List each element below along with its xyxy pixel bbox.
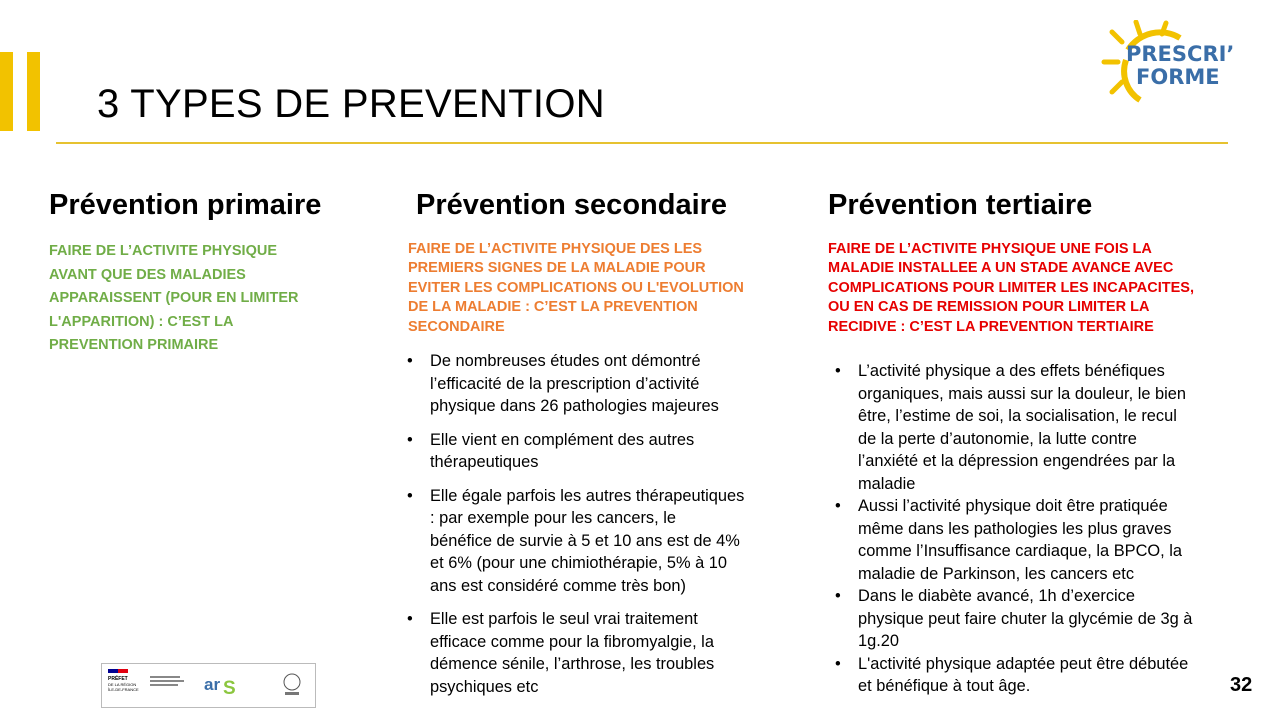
svg-text:S: S bbox=[223, 678, 236, 699]
subtitle-line: APPARAISSENT (POUR EN LIMITER bbox=[49, 290, 299, 306]
slide-title: 3 TYPES DE PREVENTION bbox=[97, 82, 605, 126]
bullet-line: thérapeutiques bbox=[430, 453, 539, 471]
subtitle-line: COMPLICATIONS POUR LIMITER LES INCAPACITES, bbox=[828, 279, 1194, 296]
bullet-line: • L’activité physique a des effets bénéfiques bbox=[858, 362, 1165, 380]
subtitle-line: MALADIE INSTALLEE A UN STADE AVANCE AVEC bbox=[828, 260, 1174, 277]
subtitle-line: AVANT QUE DES MALADIES bbox=[49, 266, 246, 283]
bullet-line: maladie de Parkinson, les cancers etc bbox=[858, 564, 1135, 583]
subtitle-line: RECIDIVE : C’EST LA PREVENTION TERTIAIRE bbox=[828, 318, 1154, 335]
list-item bbox=[406, 429, 806, 474]
bullet-line: bénéfice de survie à 5 et 10 ans est de 4% bbox=[430, 531, 740, 550]
list-item bbox=[406, 485, 806, 598]
page-number: 32 bbox=[1230, 674, 1253, 696]
tertiary-bullet-list bbox=[834, 360, 1254, 698]
secondary-bullet-list bbox=[406, 350, 806, 709]
logo-line-1: PRESCRI’ bbox=[1126, 42, 1235, 66]
bullet-line: 1g.20 bbox=[858, 632, 900, 650]
subtitle-line: L'APPARITION) : C’EST LA bbox=[49, 313, 234, 330]
svg-text:PRÉFET: PRÉFET bbox=[108, 676, 128, 682]
bullet-line: • Elle égale parfois les autres thérapeutiques bbox=[430, 486, 745, 505]
bullet-line: démence sénile, l’arthrose, les troubles bbox=[430, 655, 715, 673]
accent-bar-left bbox=[0, 52, 13, 131]
list-item bbox=[406, 608, 806, 698]
subtitle-line: PREMIERS SIGNES DE LA MALADIE POUR bbox=[408, 260, 706, 277]
bullet-line: physique dans 26 pathologies majeures bbox=[430, 397, 719, 415]
bullet-line: • Elle est parfois le seul vrai traitement bbox=[430, 610, 698, 628]
bullet-line: être, l’estime de soi, la socialisation, le recul bbox=[858, 407, 1177, 425]
bullet-line: ans est considéré comme très bon) bbox=[430, 576, 686, 595]
bullet-line: comme l’Insuffisance cardiaque, la BPCO, la bbox=[858, 542, 1183, 560]
bullet-line: l’anxiété et la dépression engendrées par la bbox=[858, 452, 1176, 470]
logo-line-2: FORME bbox=[1136, 65, 1220, 89]
partner-logos bbox=[101, 663, 316, 708]
bullet-line: et bénéfique à tout âge. bbox=[858, 677, 1031, 695]
heading-primary: Prévention primaire bbox=[49, 189, 322, 221]
bullet-line: maladie bbox=[858, 474, 916, 493]
bullet-line: même dans les pathologies les plus graves bbox=[858, 519, 1172, 538]
heading-secondary: Prévention secondaire bbox=[416, 189, 728, 221]
subtitle-line: FAIRE DE L’ACTIVITE PHYSIQUE UNE FOIS LA bbox=[828, 241, 1152, 257]
subtitle-line: DE LA MALADIE : C’EST LA PREVENTION bbox=[408, 299, 698, 316]
list-item bbox=[834, 585, 1254, 653]
svg-text:DE LA RÉGION: DE LA RÉGION bbox=[108, 682, 137, 687]
subtitle-line: FAIRE DE L’ACTIVITE PHYSIQUE DES LES bbox=[408, 241, 703, 257]
subtitle-line: OU EN CAS DE REMISSION POUR LIMITER LA bbox=[828, 299, 1150, 316]
list-item bbox=[834, 653, 1254, 698]
partner-logos-graphic bbox=[102, 664, 315, 707]
title-underline bbox=[56, 142, 1228, 144]
subtitle-tertiary bbox=[828, 240, 1248, 337]
subtitle-secondary bbox=[408, 240, 808, 337]
bullet-line: • Elle vient en complément des autres bbox=[430, 430, 695, 449]
list-item bbox=[406, 350, 806, 418]
bullet-line: • L'activité physique adaptée peut être débutée bbox=[858, 654, 1189, 673]
bullet-line: et 6% (pour une chimiothérapie, 5% à 10 bbox=[430, 554, 728, 572]
bullet-line: de la perte d’autonomie, la lutte contre bbox=[858, 429, 1137, 448]
bullet-line: • De nombreuses études ont démontré bbox=[430, 352, 701, 370]
subtitle-line: PREVENTION PRIMAIRE bbox=[49, 337, 219, 353]
list-item bbox=[834, 495, 1254, 585]
list-item bbox=[834, 360, 1254, 495]
bullet-line: organiques, mais aussi sur la douleur, le bien bbox=[858, 384, 1187, 403]
svg-text:ÎLE-DE-FRANCE: ÎLE-DE-FRANCE bbox=[108, 687, 139, 692]
bullet-line: : par exemple pour les cancers, le bbox=[430, 509, 676, 527]
subtitle-line: EVITER LES COMPLICATIONS OU L'EVOLUTION bbox=[408, 279, 744, 296]
subtitle-line: FAIRE DE L’ACTIVITE PHYSIQUE bbox=[49, 243, 278, 259]
subtitle-line: SECONDAIRE bbox=[408, 318, 505, 335]
svg-text:ar: ar bbox=[204, 675, 221, 694]
accent-bar-right bbox=[27, 52, 40, 131]
bullet-line: psychiques etc bbox=[430, 677, 539, 696]
bullet-line: efficace comme pour la fibromyalgie, la bbox=[430, 632, 714, 651]
heading-tertiary: Prévention tertiaire bbox=[828, 189, 1093, 221]
bullet-line: • Aussi l’activité physique doit être pratiquée bbox=[858, 497, 1168, 515]
bullet-line: • Dans le diabète avancé, 1h d’exercice bbox=[858, 587, 1135, 605]
subtitle-primary bbox=[49, 240, 369, 358]
bullet-line: l’efficacité de la prescription d’activité bbox=[430, 374, 700, 393]
bullet-line: physique peut faire chuter la glycémie de 3g à bbox=[858, 609, 1193, 628]
